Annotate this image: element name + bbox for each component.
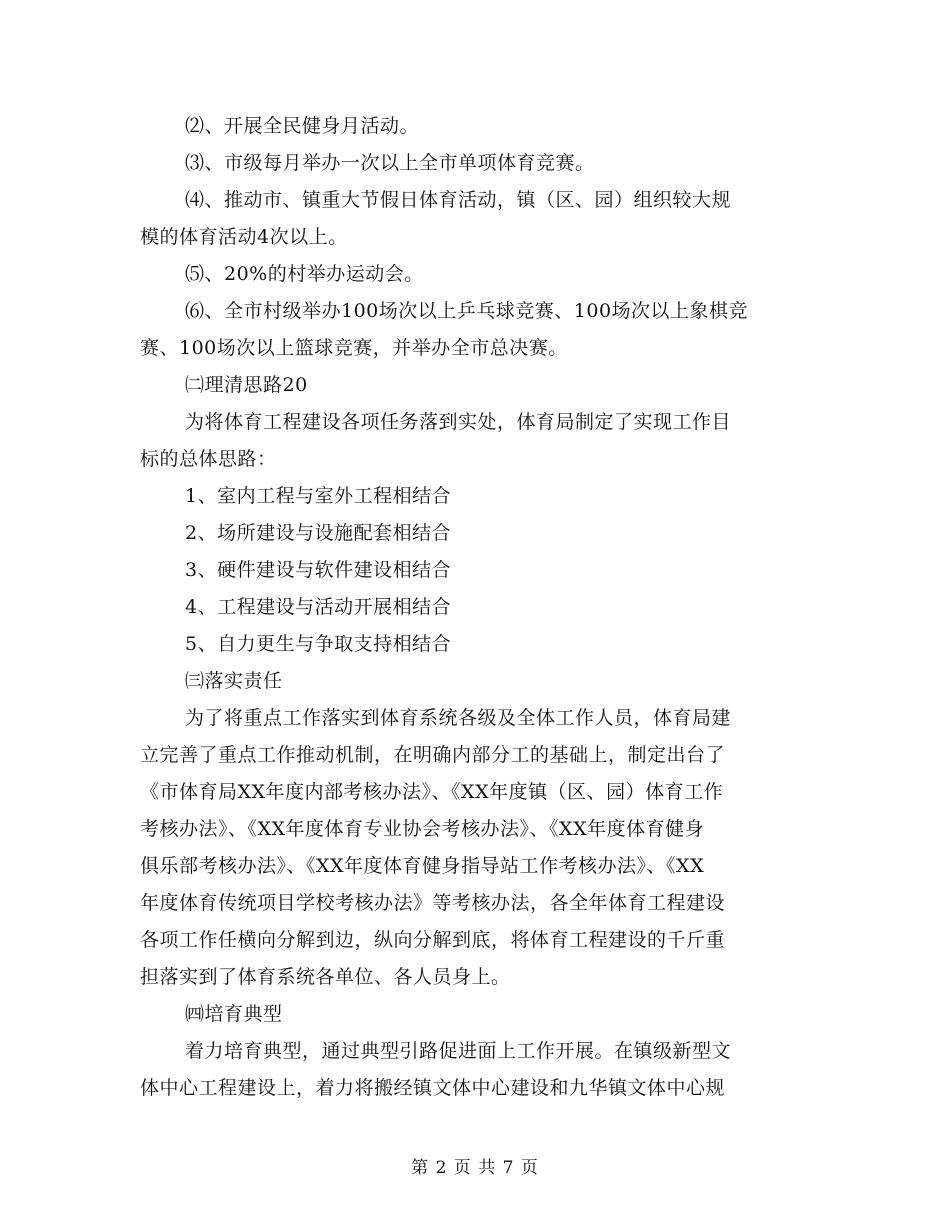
text-line: 体中心工程建设上，着力将搬经镇文体中心建设和九华镇文体中心规: [140, 1077, 726, 1099]
list-item: 4、工程建设与活动开展相结合: [185, 596, 452, 618]
text-line: 为将体育工程建设各项任务落到实处，体育局制定了实现工作目: [185, 411, 732, 433]
text-line: 赛、100场次以上篮球竞赛，并举办全市总决赛。: [140, 337, 568, 359]
section-heading: ㈢落实责任: [185, 670, 283, 692]
text-line: 各项工作任横向分解到边，纵向分解到底，将体育工程建设的千斤重: [140, 929, 726, 951]
list-item: 5、自力更生与争取支持相结合: [185, 633, 452, 655]
text-line: ⑶、市级每月举办一次以上全市单项体育竞赛。: [185, 152, 595, 174]
text-line: 考核办法》、《XX年度体育专业协会考核办法》、《XX年度体育健身: [140, 818, 705, 840]
text-line: 立完善了重点工作推动机制，在明确内部分工的基础上，制定出台了: [140, 744, 726, 766]
text-line: 着力培育典型，通过典型引路促进面上工作开展。在镇级新型文: [185, 1040, 732, 1062]
text-line: 模的体育活动4次以上。: [140, 226, 348, 248]
text-line: 担落实到了体育系统各单位、各人员身上。: [140, 966, 511, 988]
text-line: 俱乐部考核办法》、《XX年度体育健身指导站工作考核办法》、《XX: [140, 855, 705, 877]
text-line: 年度体育传统项目学校考核办法》等考核办法，各全年体育工程建设: [140, 892, 726, 914]
page-footer: 第 2 页 共 7 页: [411, 1158, 539, 1178]
text-line: 为了将重点工作落实到体育系统各级及全体工作人员，体育局建: [185, 707, 732, 729]
text-line: 标的总体思路：: [140, 448, 277, 470]
text-line: ⑷、推动市、镇重大节假日体育活动，镇（区、园）组织较大规: [185, 189, 732, 211]
list-item: 2、场所建设与设施配套相结合: [185, 522, 452, 544]
text-line: 《市体育局XX年度内部考核办法》、《XX年度镇（区、园）体育工作: [140, 781, 724, 803]
list-item: 3、硬件建设与软件建设相结合: [185, 559, 452, 581]
text-line: ⑸、20%的村举办运动会。: [185, 263, 424, 285]
list-item: 1、室内工程与室外工程相结合: [185, 485, 452, 507]
text-line: ⑹、全市村级举办100场次以上乒乓球竞赛、100场次以上象棋竞: [185, 300, 749, 322]
section-heading: ㈡理清思路20: [185, 374, 308, 396]
section-heading: ㈣培育典型: [185, 1003, 283, 1025]
text-line: ⑵、开展全民健身月活动。: [185, 115, 420, 137]
